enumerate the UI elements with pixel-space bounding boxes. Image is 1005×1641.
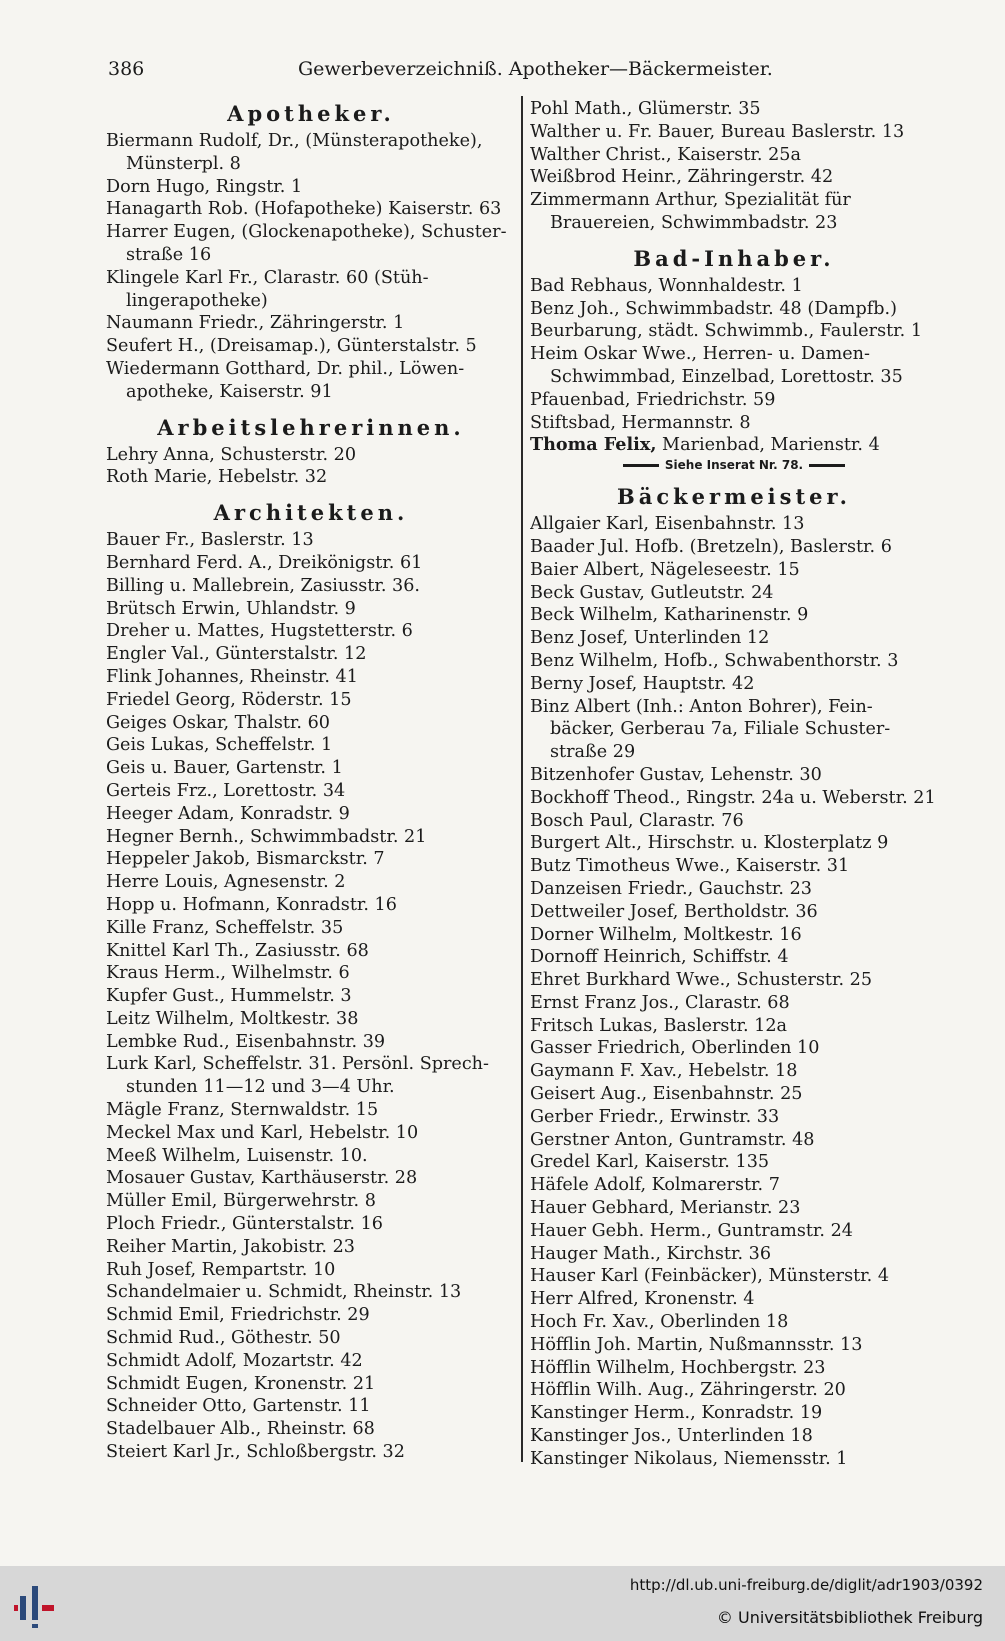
copyright-text: © Universitätsbibliothek Freiburg xyxy=(716,1608,983,1627)
list-item: Kraus Herm., Wilhelmstr. 6 xyxy=(106,963,350,984)
list-item: Brütsch Erwin, Uhlandstr. 9 xyxy=(106,598,356,619)
list-item: Bernhard Ferd. A., Dreikönigstr. 61 xyxy=(106,552,423,573)
list-item: Dreher u. Mattes, Hugstetterstr. 6 xyxy=(106,621,413,642)
list-item: Gerber Friedr., Erwinstr. 33 xyxy=(530,1106,780,1127)
list-item: Dornoff Heinrich, Schiffstr. 4 xyxy=(530,947,789,968)
list-item: Mosauer Gustav, Karthäuserstr. 28 xyxy=(106,1168,418,1189)
list-item: Klingele Karl Fr., Clarastr. 60 (Stüh- xyxy=(106,267,429,288)
list-item: Kanstinger Jos., Unterlinden 18 xyxy=(530,1426,813,1447)
list-item: Schmid Rud., Göthestr. 50 xyxy=(106,1328,341,1349)
list-item: Gasser Friedrich, Oberlinden 10 xyxy=(530,1038,820,1059)
list-item: Seufert H., (Dreisamap.), Günterstalstr. 5 xyxy=(106,336,477,357)
list-item: Heppeler Jakob, Bismarckstr. 7 xyxy=(106,849,385,870)
list-item: Geis u. Bauer, Gartenstr. 1 xyxy=(106,758,343,779)
list-item-featured xyxy=(530,434,938,457)
list-item: Bad Rebhaus, Wonnhaldestr. 1 xyxy=(530,275,803,296)
list-item: Ernst Franz Jos., Clarastr. 68 xyxy=(530,992,790,1013)
list-item: Kille Franz, Scheffelstr. 35 xyxy=(106,917,344,938)
list-item: Stadelbauer Alb., Rheinstr. 68 xyxy=(106,1419,375,1440)
list-item: Mägle Franz, Sternwaldstr. 15 xyxy=(106,1100,379,1121)
list-item: Lehry Anna, Schusterstr. 20 xyxy=(106,444,357,465)
list-item: Hanagarth Rob. (Hofapotheke) Kaiserstr. 63 xyxy=(106,199,502,220)
list-item: Heim Oskar Wwe., Herren- u. Damen- xyxy=(530,344,870,365)
list-item: Allgaier Karl, Eisenbahnstr. 13 xyxy=(530,514,805,535)
list-item: Naumann Friedr., Zähringerstr. 1 xyxy=(106,313,405,334)
featured-address: Marienbad, Marienstr. 4 xyxy=(656,435,880,456)
list-item: Butz Timotheus Wwe., Kaiserstr. 31 xyxy=(530,856,850,877)
list-item: Hauer Gebh. Herm., Guntramstr. 24 xyxy=(530,1220,853,1241)
section-heading-baeckermeister: Bäckermeister. xyxy=(616,484,851,510)
list-item: Biermann Rudolf, Dr., (Münsterapotheke), xyxy=(106,131,483,151)
list-item: Harrer Eugen, (Glockenapotheke), Schuster- xyxy=(106,222,507,243)
list-item: Kanstinger Nikolaus, Niemensstr. 1 xyxy=(530,1448,848,1469)
list-item: Baier Albert, Nägeleseestr. 15 xyxy=(530,559,800,580)
list-item: Baader Jul. Hofb. (Bretzeln), Baslerstr. 6 xyxy=(530,536,892,557)
library-logo-icon xyxy=(14,1582,66,1628)
list-item: Heeger Adam, Konradstr. 9 xyxy=(106,803,350,824)
list-item: Bauer Fr., Baslerstr. 13 xyxy=(106,530,314,551)
list-item: Beck Wilhelm, Katharinenstr. 9 xyxy=(530,605,809,626)
list-item: Schmid Emil, Friedrichstr. 29 xyxy=(106,1305,370,1326)
list-item: Dorn Hugo, Ringstr. 1 xyxy=(106,176,303,197)
list-item: Brauereien, Schwimmbadstr. 23 xyxy=(550,212,838,233)
section-heading-architekten: Architekten. xyxy=(213,500,409,526)
list-item: Ruh Josef, Rempartstr. 10 xyxy=(106,1259,336,1280)
list-item: Pohl Math., Glümerstr. 35 xyxy=(530,99,761,119)
list-item: Meeß Wilhelm, Luisenstr. 10. xyxy=(106,1145,368,1166)
list-item: Hegner Bernh., Schwimmbadstr. 21 xyxy=(106,826,427,847)
list-item: Benz Joh., Schwimmbadstr. 48 (Dampfb.) xyxy=(530,298,897,319)
source-url-link[interactable]: http://dl.ub.uni-freiburg.de/diglit/adr1903/0392 xyxy=(629,1576,983,1594)
list-item: Friedel Georg, Röderstr. 15 xyxy=(106,689,352,710)
list-item: Gerstner Anton, Guntramstr. 48 xyxy=(530,1129,815,1150)
featured-name: Thoma Felix, xyxy=(530,434,657,456)
list-item: Berny Josef, Hauptstr. 42 xyxy=(530,673,755,694)
list-item: bäcker, Gerberau 7a, Filiale Schuster- xyxy=(550,719,891,740)
list-item: Bitzenhofer Gustav, Lehenstr. 30 xyxy=(530,764,822,785)
list-item: Kupfer Gust., Hummelstr. 3 xyxy=(106,986,352,1007)
list-item: Benz Josef, Unterlinden 12 xyxy=(530,628,770,649)
list-item: lingerapotheke) xyxy=(126,290,268,311)
list-item: Pfauenbad, Friedrichstr. 59 xyxy=(530,389,776,410)
list-item: Beurbarung, städt. Schwimmb., Faulerstr. 1 xyxy=(530,321,923,342)
list-item: Geiges Oskar, Thalstr. 60 xyxy=(106,712,330,733)
list-item: Münsterpl. 8 xyxy=(126,153,241,174)
list-item: Häfele Adolf, Kolmarerstr. 7 xyxy=(530,1175,780,1196)
list-item: Schandelmaier u. Schmidt, Rheinstr. 13 xyxy=(106,1282,462,1303)
list-item: Höfflin Wilh. Aug., Zähringerstr. 20 xyxy=(530,1380,846,1401)
list-item: Lembke Rud., Eisenbahnstr. 39 xyxy=(106,1031,386,1052)
section-heading-apotheker: Apotheker. xyxy=(227,101,395,126)
list-item: Schmidt Adolf, Mozartstr. 42 xyxy=(106,1350,363,1371)
list-item: Hoch Fr. Xav., Oberlinden 18 xyxy=(530,1312,789,1333)
list-item: Engler Val., Günterstalstr. 12 xyxy=(106,644,367,665)
apotheker-continued-list xyxy=(530,98,938,235)
section-heading-arbeitslehrerinnen: Arbeitslehrerinnen. xyxy=(157,414,465,440)
list-item: apotheke, Kaiserstr. 91 xyxy=(126,381,333,402)
list-item: Hauger Math., Kirchstr. 36 xyxy=(530,1243,772,1264)
list-item: Hopp u. Hofmann, Konradstr. 16 xyxy=(106,894,397,915)
list-item: Herre Louis, Agnesenstr. 2 xyxy=(106,872,346,893)
advertisement-notice: Siehe Inserat Nr. 78. xyxy=(530,457,938,473)
list-item: Hauser Karl (Feinbäcker), Münsterstr. 4 xyxy=(530,1266,890,1287)
running-title: Gewerbeverzeichniß. Apotheker—Bäckermeister. xyxy=(298,58,773,80)
list-item: Walther u. Fr. Bauer, Bureau Baslerstr. 13 xyxy=(530,121,905,142)
list-item: Herr Alfred, Kronenstr. 4 xyxy=(530,1289,755,1310)
list-item: Steiert Karl Jr., Schloßbergstr. 32 xyxy=(106,1442,405,1463)
list-item: straße 29 xyxy=(550,742,636,763)
list-item: Benz Wilhelm, Hofb., Schwabenthorstr. 3 xyxy=(530,650,899,671)
arbeitslehrerinnen-list xyxy=(106,444,516,490)
list-item: Danzeisen Friedr., Gauchstr. 23 xyxy=(530,878,812,899)
list-item: Reiher Martin, Jakobistr. 23 xyxy=(106,1236,355,1257)
list-item: Meckel Max und Karl, Hebelstr. 10 xyxy=(106,1122,419,1143)
list-item: stunden 11—12 und 3—4 Uhr. xyxy=(126,1077,395,1098)
list-item: Ploch Friedr., Günterstalstr. 16 xyxy=(106,1214,383,1235)
viewer-footer xyxy=(0,1566,1005,1641)
left-column xyxy=(106,98,516,1464)
baeckermeister-list xyxy=(530,513,938,1470)
list-item: Hauer Gebhard, Merianstr. 23 xyxy=(530,1198,801,1219)
list-item: Gredel Karl, Kaiserstr. 135 xyxy=(530,1152,770,1173)
list-item: Ehret Burkhard Wwe., Schusterstr. 25 xyxy=(530,970,873,991)
apotheker-list xyxy=(106,130,516,404)
right-column xyxy=(530,98,938,1471)
list-item: Bosch Paul, Clarastr. 76 xyxy=(530,810,744,831)
list-item: Walther Christ., Kaiserstr. 25a xyxy=(530,144,801,165)
list-item: Geis Lukas, Scheffelstr. 1 xyxy=(106,735,333,756)
list-item: Kanstinger Herm., Konradstr. 19 xyxy=(530,1403,823,1424)
list-item: Wiedermann Gotthard, Dr. phil., Löwen- xyxy=(106,358,465,379)
section-heading-bad-inhaber: Bad-Inhaber. xyxy=(633,245,835,271)
list-item: Geisert Aug., Eisenbahnstr. 25 xyxy=(530,1084,803,1105)
bad-inhaber-list xyxy=(530,275,938,473)
list-item: Billing u. Mallebrein, Zasiusstr. 36. xyxy=(106,575,421,596)
list-item: Dorner Wilhelm, Moltkestr. 16 xyxy=(530,924,802,945)
page-number: 386 xyxy=(108,58,145,80)
list-item: Binz Albert (Inh.: Anton Bohrer), Fein- xyxy=(530,696,873,717)
list-item: Zimmermann Arthur, Spezialität für xyxy=(530,190,851,211)
list-item: Weißbrod Heinr., Zähringerstr. 42 xyxy=(530,167,834,188)
architekten-list xyxy=(106,529,516,1464)
list-item: Schwimmbad, Einzelbad, Lorettostr. 35 xyxy=(550,366,903,387)
list-item: Leitz Wilhelm, Moltkestr. 38 xyxy=(106,1008,359,1029)
list-item: Müller Emil, Bürgerwehrstr. 8 xyxy=(106,1191,376,1212)
page-header xyxy=(108,58,773,88)
list-item: Stiftsbad, Hermannstr. 8 xyxy=(530,412,751,433)
list-item: Beck Gustav, Gutleutstr. 24 xyxy=(530,582,774,603)
list-item: Schmidt Eugen, Kronenstr. 21 xyxy=(106,1373,376,1394)
list-item: Lurk Karl, Scheffelstr. 31. Persönl. Sprech- xyxy=(106,1054,489,1075)
list-item: Knittel Karl Th., Zasiusstr. 68 xyxy=(106,940,369,961)
column-divider xyxy=(521,96,523,1462)
list-item: Fritsch Lukas, Baslerstr. 12a xyxy=(530,1015,788,1036)
list-item: Schneider Otto, Gartenstr. 11 xyxy=(106,1396,371,1417)
list-item: Dettweiler Josef, Bertholdstr. 36 xyxy=(530,901,818,922)
list-item: Gaymann F. Xav., Hebelstr. 18 xyxy=(530,1061,798,1082)
list-item: Höfflin Joh. Martin, Nußmannsstr. 13 xyxy=(530,1334,863,1355)
list-item: Gerteis Frz., Lorettostr. 34 xyxy=(106,780,346,801)
list-item: Roth Marie, Hebelstr. 32 xyxy=(106,467,328,488)
list-item: Bockhoff Theod., Ringstr. 24a u. Weberstr. 21 xyxy=(530,787,936,808)
list-item: Flink Johannes, Rheinstr. 41 xyxy=(106,666,358,687)
list-item: Burgert Alt., Hirschstr. u. Klosterplatz 9 xyxy=(530,833,889,854)
list-item: straße 16 xyxy=(126,244,212,265)
list-item: Höfflin Wilhelm, Hochbergstr. 23 xyxy=(530,1357,826,1378)
